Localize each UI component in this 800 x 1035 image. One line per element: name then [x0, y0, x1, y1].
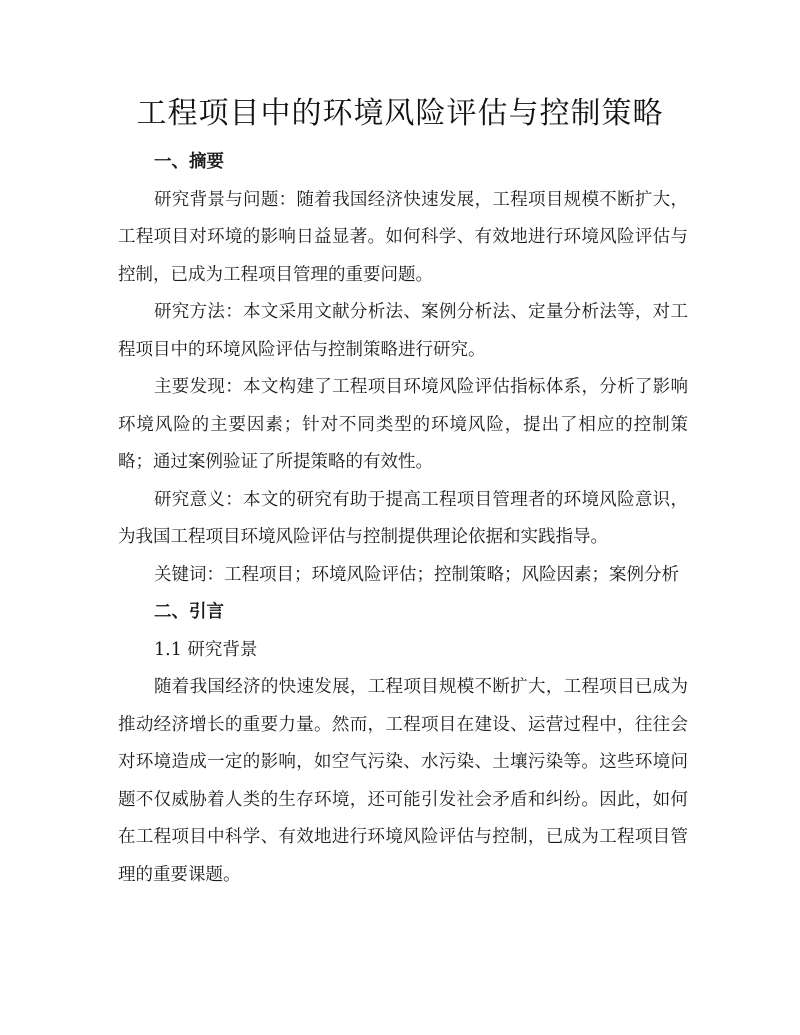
introduction-background-paragraph: 随着我国经济的快速发展，工程项目规模不断扩大，工程项目已成为推动经济增长的重要力量。然而，工程项目在建设、运营过程中，往往会对环境造成一定的影响，如空气污染、水污染、土壤污染等。这些环境问题不仅威胁着人类的生存环境，还可能引发社会矛盾和纠纷。因此，如何在工程项目中科学、有效地进行环境风险评估与控制，已成为工程项目管理的重要课题。 [118, 677, 688, 885]
abstract-methods-paragraph: 研究方法：本文采用文献分析法、案例分析法、定量分析法等，对工程项目中的环境风险评估与控制策略进行研究。 [118, 302, 688, 360]
document-title: 工程项目中的环境风险评估与控制策略 [136, 96, 664, 131]
abstract-keywords-paragraph: 关键词：工程项目；环境风险评估；控制策略；风险因素；案例分析 [154, 564, 679, 585]
abstract-significance-paragraph: 研究意义：本文的研究有助于提高工程项目管理者的环境风险意识，为我国工程项目环境风险评估与控制提供理论依据和实践指导。 [118, 489, 688, 547]
abstract-background-paragraph: 研究背景与问题：随着我国经济快速发展，工程项目规模不断扩大，工程项目对环境的影响日益显著。如何科学、有效地进行环境风险评估与控制，已成为工程项目管理的重要问题。 [118, 189, 688, 285]
section-heading-abstract: 一、摘要 [154, 152, 224, 172]
subsection-heading-research-background: 1.1 研究背景 [154, 639, 258, 660]
section-heading-introduction: 二、引言 [154, 602, 224, 622]
document-body [118, 144, 688, 894]
abstract-findings-paragraph: 主要发现：本文构建了工程项目环境风险评估指标体系，分析了影响环境风险的主要因素；针对不同类型的环境风险，提出了相应的控制策略；通过案例验证了所提策略的有效性。 [118, 377, 688, 472]
